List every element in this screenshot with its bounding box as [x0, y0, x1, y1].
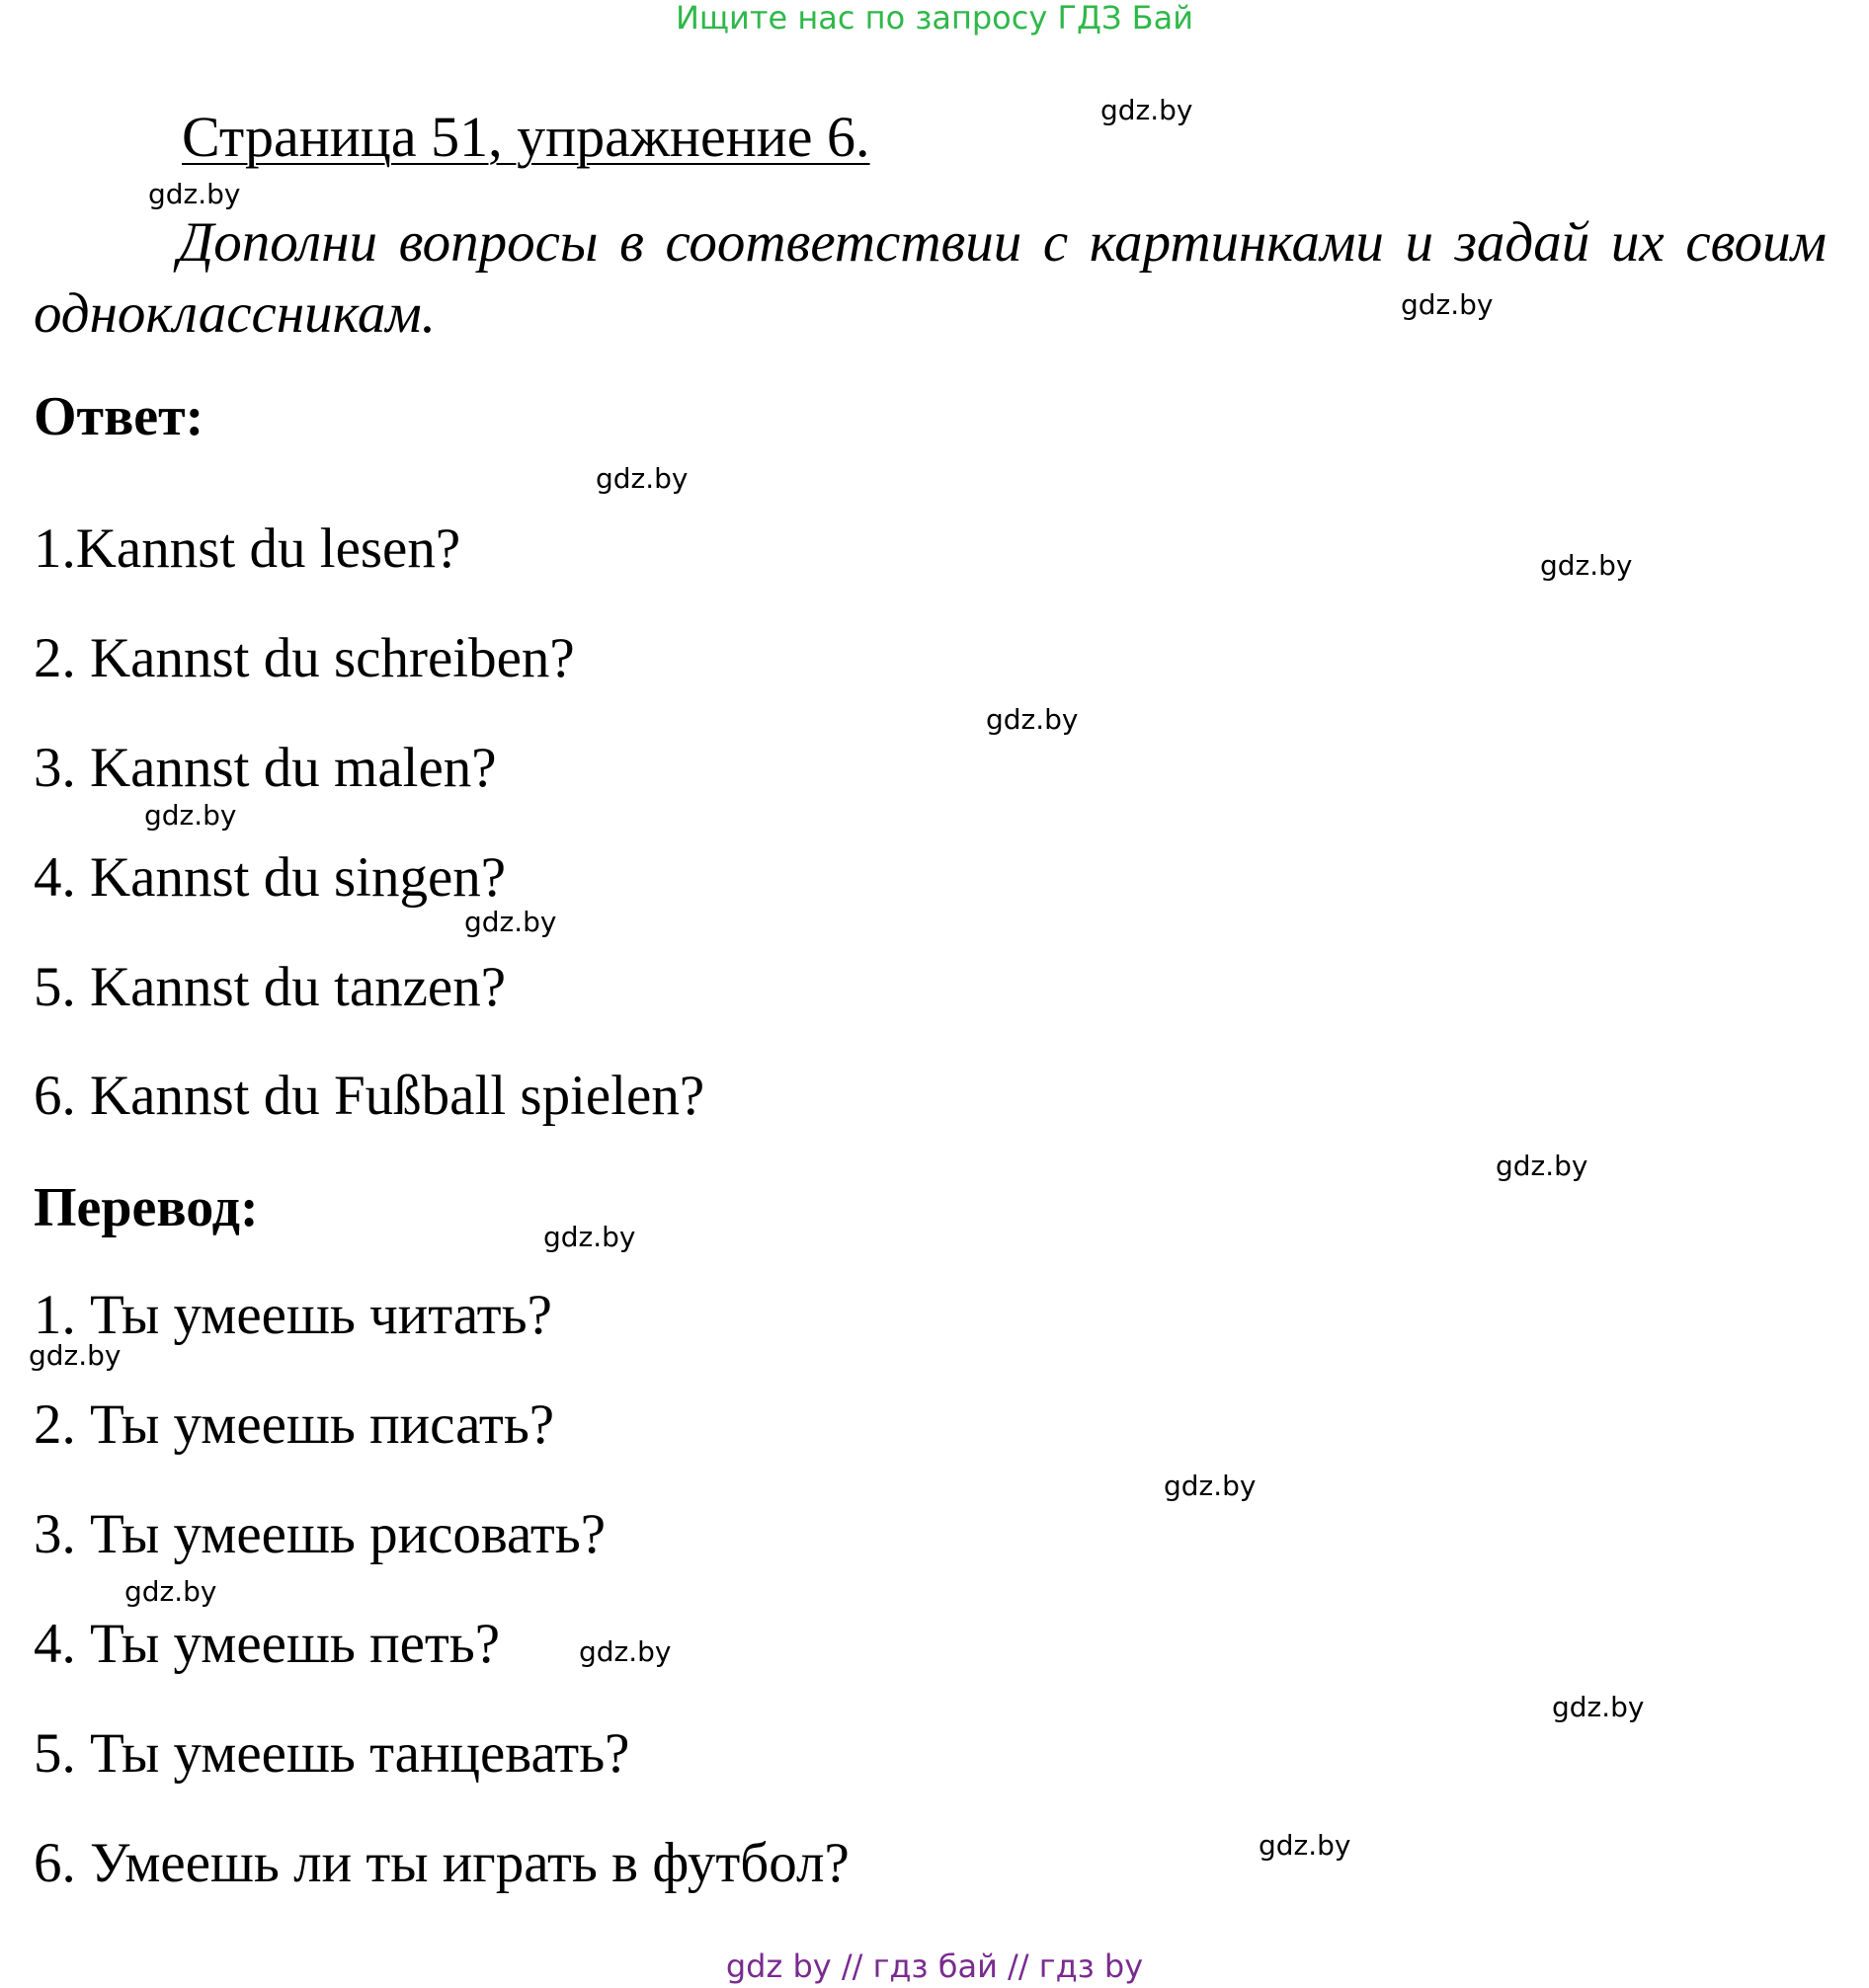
watermark: gdz.by: [986, 703, 1079, 736]
answer-line-2: 2. Kannst du schreiben?: [34, 627, 575, 689]
watermark: gdz.by: [148, 178, 241, 210]
answer-line-4: 4. Kannst du singen?: [34, 846, 507, 909]
footer-links: gdz by // гдз бай // гдз by: [725, 1948, 1144, 1985]
translation-line-2: 2. Ты умеешь писать?: [34, 1393, 555, 1456]
watermark: gdz.by: [144, 799, 237, 832]
watermark: gdz.by: [1100, 94, 1193, 126]
answer-line-6: 6. Kannst du Fußball spielen?: [34, 1065, 705, 1127]
answer-heading: Ответ:: [34, 386, 204, 447]
translation-line-3: 3. Ты умеешь рисовать?: [34, 1503, 607, 1565]
translation-line-6: 6. Умеешь ли ты играть в футбол?: [34, 1832, 850, 1894]
translation-heading: Перевод:: [34, 1177, 259, 1238]
exercise-instruction: Дополни вопросы в соответствии с картинками и задай их своим одноклассникам.: [34, 211, 1827, 345]
translation-line-1: 1. Ты умеешь читать?: [34, 1284, 552, 1346]
watermark: gdz.by: [579, 1635, 672, 1668]
watermark: gdz.by: [543, 1221, 636, 1253]
answer-line-5: 5. Kannst du tanzen?: [34, 956, 507, 1018]
watermark: gdz.by: [29, 1339, 122, 1372]
answer-line-3: 3. Kannst du malen?: [34, 737, 497, 799]
translation-line-4: 4. Ты умеешь петь?: [34, 1613, 501, 1675]
top-banner: Ищите нас по запросу ГДЗ Бай: [675, 0, 1194, 37]
page-title: Страница 51, упражнение 6.: [182, 105, 870, 169]
watermark: gdz.by: [1164, 1470, 1257, 1502]
watermark: gdz.by: [596, 462, 689, 495]
watermark: gdz.by: [1552, 1691, 1645, 1723]
watermark: gdz.by: [1496, 1150, 1588, 1182]
watermark: gdz.by: [464, 906, 557, 938]
watermark: gdz.by: [124, 1575, 217, 1608]
watermark: gdz.by: [1401, 288, 1494, 321]
translation-line-5: 5. Ты умеешь танцевать?: [34, 1722, 630, 1785]
answer-line-1: 1.Kannst du lesen?: [34, 517, 461, 580]
watermark: gdz.by: [1259, 1829, 1351, 1862]
watermark: gdz.by: [1540, 549, 1633, 582]
